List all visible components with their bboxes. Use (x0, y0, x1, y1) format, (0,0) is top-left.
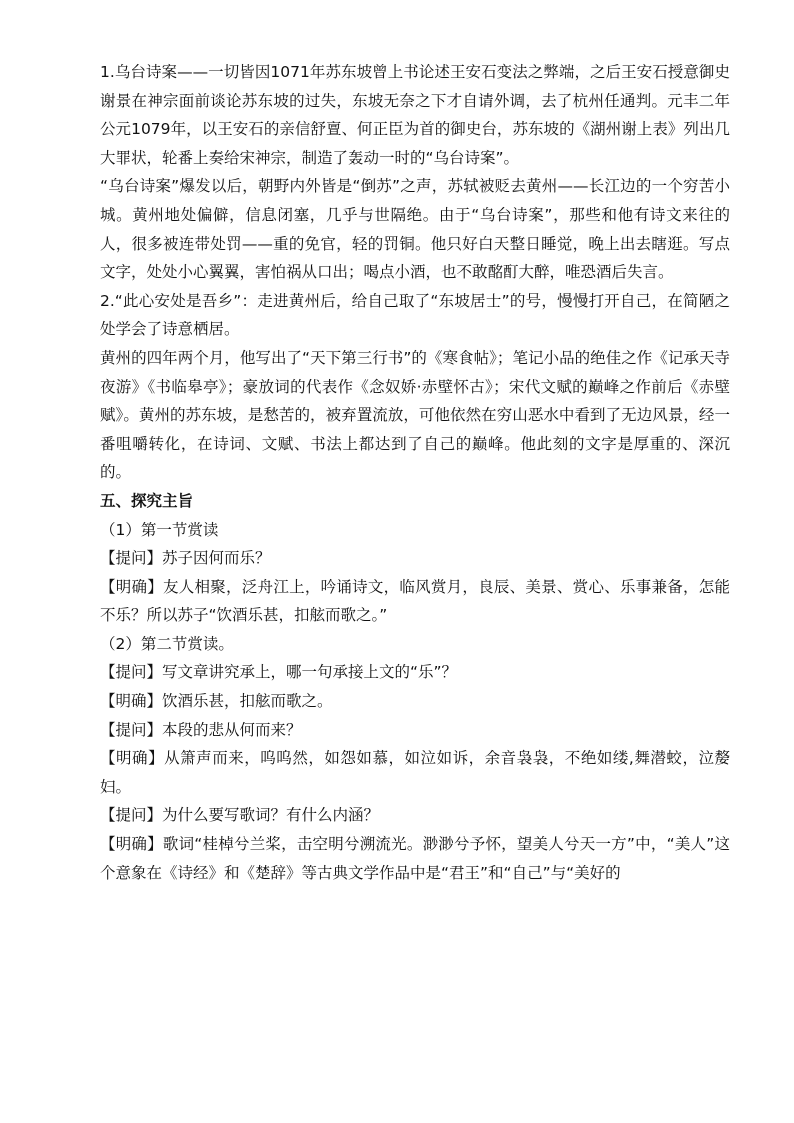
part2-answer-3: 【明确】歌词“桂棹兮兰桨，击空明兮溯流光。渺渺兮予怀，望美人兮天一方”中，“美人”这个意象在《诗经》和《楚辞》等古典文学作品中是“君王”和“自己”与“美好的 (100, 835, 730, 882)
part2-answer-2: 【明确】从箫声而来，呜呜然，如怨如慕，如泣如诉，余音袅袅，不绝如缕,舞潜蛟，泣嫠妇。 (100, 749, 730, 796)
part2-question-2: 【提问】本段的悲从何而来？ (100, 720, 302, 739)
part2-answer-1: 【明确】饮酒乐甚，扣舷而歌之。 (100, 692, 333, 711)
document-body (100, 58, 730, 887)
section-heading: 五、探究主旨 (100, 491, 194, 510)
part2-title: （2）第二节赏读。 (100, 634, 234, 653)
part1-question-1: 【提问】苏子因何而乐？ (100, 549, 271, 568)
paragraph-after-case: “乌台诗案”爆发以后，朝野内外皆是“倒苏”之声，苏轼被贬去黄州——长江边的一个穷苦小城。黄州地处偏僻，信息闭塞，几乎与世隔绝。由于“乌台诗案”，那些和他有诗文来往的人，很多被连带处罚——重的免官，轻的罚铜。他只好白天整日睡觉，晚上出去瞎逛。写点文字，处处小心翼翼，害怕祸从口出；喝点小酒，也不敢酩酊大醉，唯恐酒后失言。 (100, 177, 730, 282)
part2-question-1: 【提问】写文章讲究承上，哪一句承接上文的“乐”？ (100, 663, 458, 682)
part1-title: （1）第一节赏读 (100, 520, 219, 539)
paragraph-peace-of-mind: 2.“此心安处是吾乡”：走进黄州后，给自己取了“东坡居士”的号，慢慢打开自己，在简陋之处学会了诗意栖居。 (100, 291, 730, 339)
paragraph-wutai-case: 1.乌台诗案——一切皆因1071年苏东坡曾上书论述王安石变法之弊端，之后王安石授意御史谢景在神宗面前谈论苏东坡的过失，东坡无奈之下才自请外调，去了杭州任通判。元丰二年公元1079年，以王安石的亲信舒亶、何正臣为首的御史台，苏东坡的《湖州谢上表》列出几大罪状，轮番上奏给宋神宗，制造了轰动一时的“乌台诗案”。 (100, 63, 730, 167)
part2-question-3: 【提问】为什么要写歌词？有什么内涵？ (100, 806, 380, 825)
part1-answer-1: 【明确】友人相聚，泛舟江上，吟诵诗文，临风赏月，良辰、美景、赏心、乐事兼备，怎能不乐？所以苏子“饮酒乐甚，扣舷而歌之。” (100, 577, 730, 625)
paragraph-huangzhou-works: 黄州的四年两个月，他写出了“天下第三行书”的《寒食帖》；笔记小品的绝佳之作《记承天寺夜游》《书临皋亭》；豪放词的代表作《念奴娇·赤壁怀古》；宋代文赋的巅峰之作前后《赤壁赋》。黄州的苏东坡，是愁苦的，被弃置流放，可他依然在穷山恶水中看到了无边风景，经一番咀嚼转化，在诗词、文赋、书法上都达到了自己的巅峰。他此刻的文字是厚重的、深沉的。 (100, 348, 730, 482)
